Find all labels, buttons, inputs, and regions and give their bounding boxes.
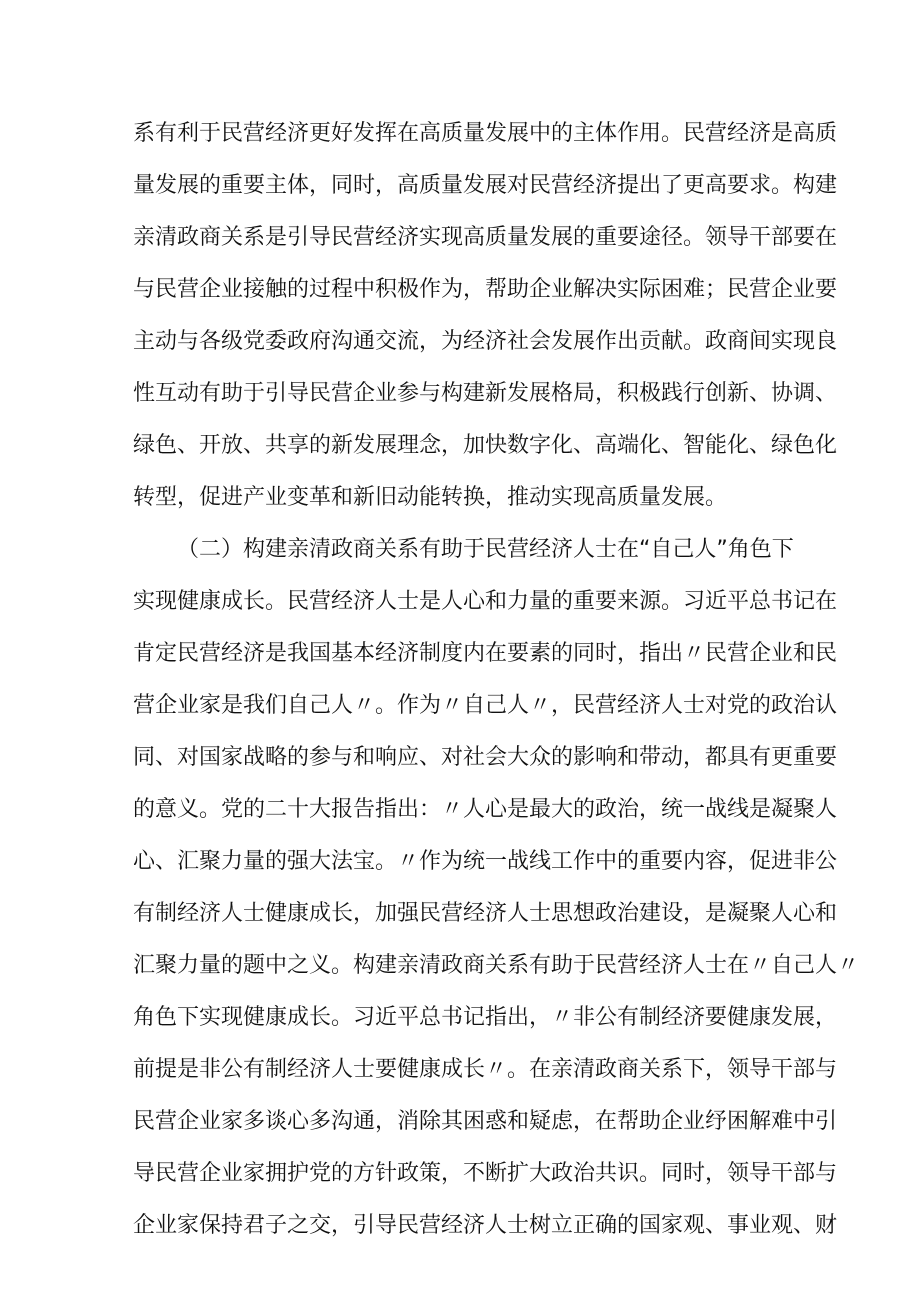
text-line-18: 角色下实现健康成长。习近平总书记指出，〃非公有制经济要健康发展， [133,1005,838,1030]
text-line-2: 量发展的重要主体，同时，高质量发展对民营经济提出了更高要求。构建 [133,173,838,198]
text-line-22: 企业家保持君子之交，引导民营经济人士树立正确的国家观、事业观、财 [133,1213,838,1238]
text-line-20: 民营企业家多谈心多沟通，消除其困惑和疑虑，在帮助企业纾困解难中引 [133,1109,838,1134]
text-line-12: 营企业家是我们自己人〃。作为〃自己人〃，民营经济人士对党的政治认 [133,693,838,718]
text-line-13: 同、对国家战略的参与和响应、对社会大众的影响和带动，都具有更重要 [133,745,838,770]
text-line-4: 与民营企业接触的过程中积极作为，帮助企业解决实际困难；民营企业要 [133,277,838,302]
text-line-1: 系有利于民营经济更好发挥在高质量发展中的主体作用。民营经济是高质 [133,121,838,146]
text-line-5: 主动与各级党委政府沟通交流，为经济社会发展作出贡献。政商间实现良 [133,329,838,354]
text-line-7: 绿色、开放、共享的新发展理念，加快数字化、高端化、智能化、绿色化 [133,433,838,458]
section-heading-line: （二）构建亲清政商关系有助于民营经济人士在“自己人”角色下 [177,537,794,562]
text-line-11: 肯定民营经济是我国基本经济制度内在要素的同时，指出〃民营企业和民 [133,641,838,666]
text-line-16: 有制经济人士健康成长，加强民营经济人士思想政治建设，是凝聚人心和 [133,901,838,926]
text-line-19: 前提是非公有制经济人士要健康成长〃。在亲清政商关系下，领导干部与 [133,1057,838,1082]
text-line-6: 性互动有助于引导民营企业参与构建新发展格局，积极践行创新、协调、 [133,381,838,406]
text-line-15: 心、汇聚力量的强大法宝。〃作为统一战线工作中的重要内容，促进非公 [133,849,838,874]
text-line-3: 亲清政商关系是引导民营经济实现高质量发展的重要途径。领导干部要在 [133,225,838,250]
text-line-8: 转型，促进产业变革和新旧动能转换，推动实现高质量发展。 [133,485,728,510]
text-line-14: 的意义。党的二十大报告指出：〃人心是最大的政治，统一战线是凝聚人 [133,797,838,822]
text-line-21: 导民营企业家拥护党的方针政策，不断扩大政治共识。同时，领导干部与 [133,1161,838,1186]
text-line-17: 汇聚力量的题中之义。构建亲清政商关系有助于民营经济人士在〃自己人〃 [133,953,860,978]
text-line-10: 实现健康成长。民营经济人士是人心和力量的重要来源。习近平总书记在 [133,589,838,614]
